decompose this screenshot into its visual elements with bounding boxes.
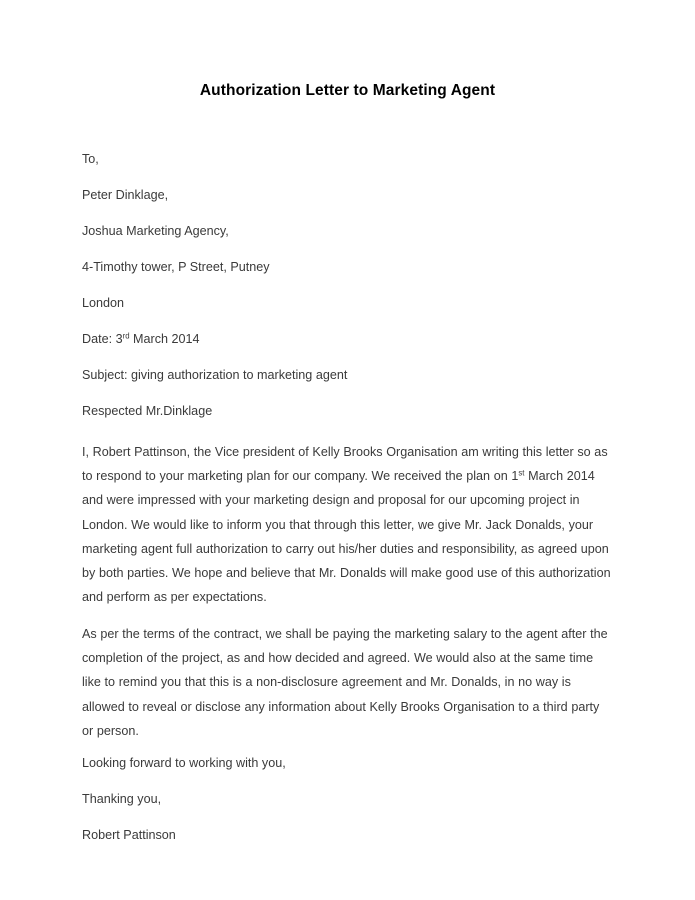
- letter-body: [82, 152, 614, 864]
- address-line-street: 4-Timothy tower, P Street, Putney: [82, 260, 270, 274]
- address-line-to: To,: [82, 152, 99, 166]
- subject-line: Subject: giving authorization to marketing agent: [82, 368, 348, 382]
- closing-block: [82, 756, 614, 842]
- address-line-company: Joshua Marketing Agency,: [82, 224, 229, 238]
- salutation-line: Respected Mr.Dinklage: [82, 404, 213, 418]
- recipient-address-block: [82, 152, 614, 310]
- date-line: [82, 332, 614, 346]
- signature-name: Robert Pattinson: [82, 827, 176, 842]
- body-paragraph-1: [82, 440, 614, 609]
- date-suffix: March 2014: [129, 332, 200, 346]
- closing-line-thanking-you: Thanking you,: [82, 791, 162, 806]
- closing-line-looking-forward: Looking forward to working with you,: [82, 755, 286, 770]
- paragraph-1-part-1: I, Robert Pattinson, the Vice president of Kelly Brooks Organisation am writing this letter so as to respond to your marketing plan for our company. We received the plan on 1: [82, 445, 608, 484]
- page-title: Authorization Letter to Marketing Agent: [199, 82, 496, 99]
- date-prefix: Date: 3: [82, 332, 123, 346]
- address-line-recipient-name: Peter Dinklage,: [82, 188, 169, 202]
- address-line-city: London: [82, 296, 125, 310]
- paragraph-1-ordinal-suffix: st: [518, 468, 525, 478]
- paragraph-1-part-2: March 2014 and were impressed with your marketing design and proposal for our upcoming project in London. We would like to inform you that through this letter, we give Mr. Jack Donalds, your marketing agent full authorization to carry out his/her duties and responsibility, as agreed upon by both parties. We hope and believe that Mr. Donalds will make good use of this authorization and perform as per expectations.: [82, 469, 611, 605]
- date-ordinal-suffix: rd: [122, 331, 130, 341]
- body-paragraph-2: As per the terms of the contract, we shall be paying the marketing salary to the agent after the completion of the project, as and how decided and agreed. We would also at the same time like to remind you that this is a non-disclosure agreement and Mr. Donalds, in no way is allowed to reveal or disclose any information about Kelly Brooks Organisation to a third party or person.: [82, 626, 608, 738]
